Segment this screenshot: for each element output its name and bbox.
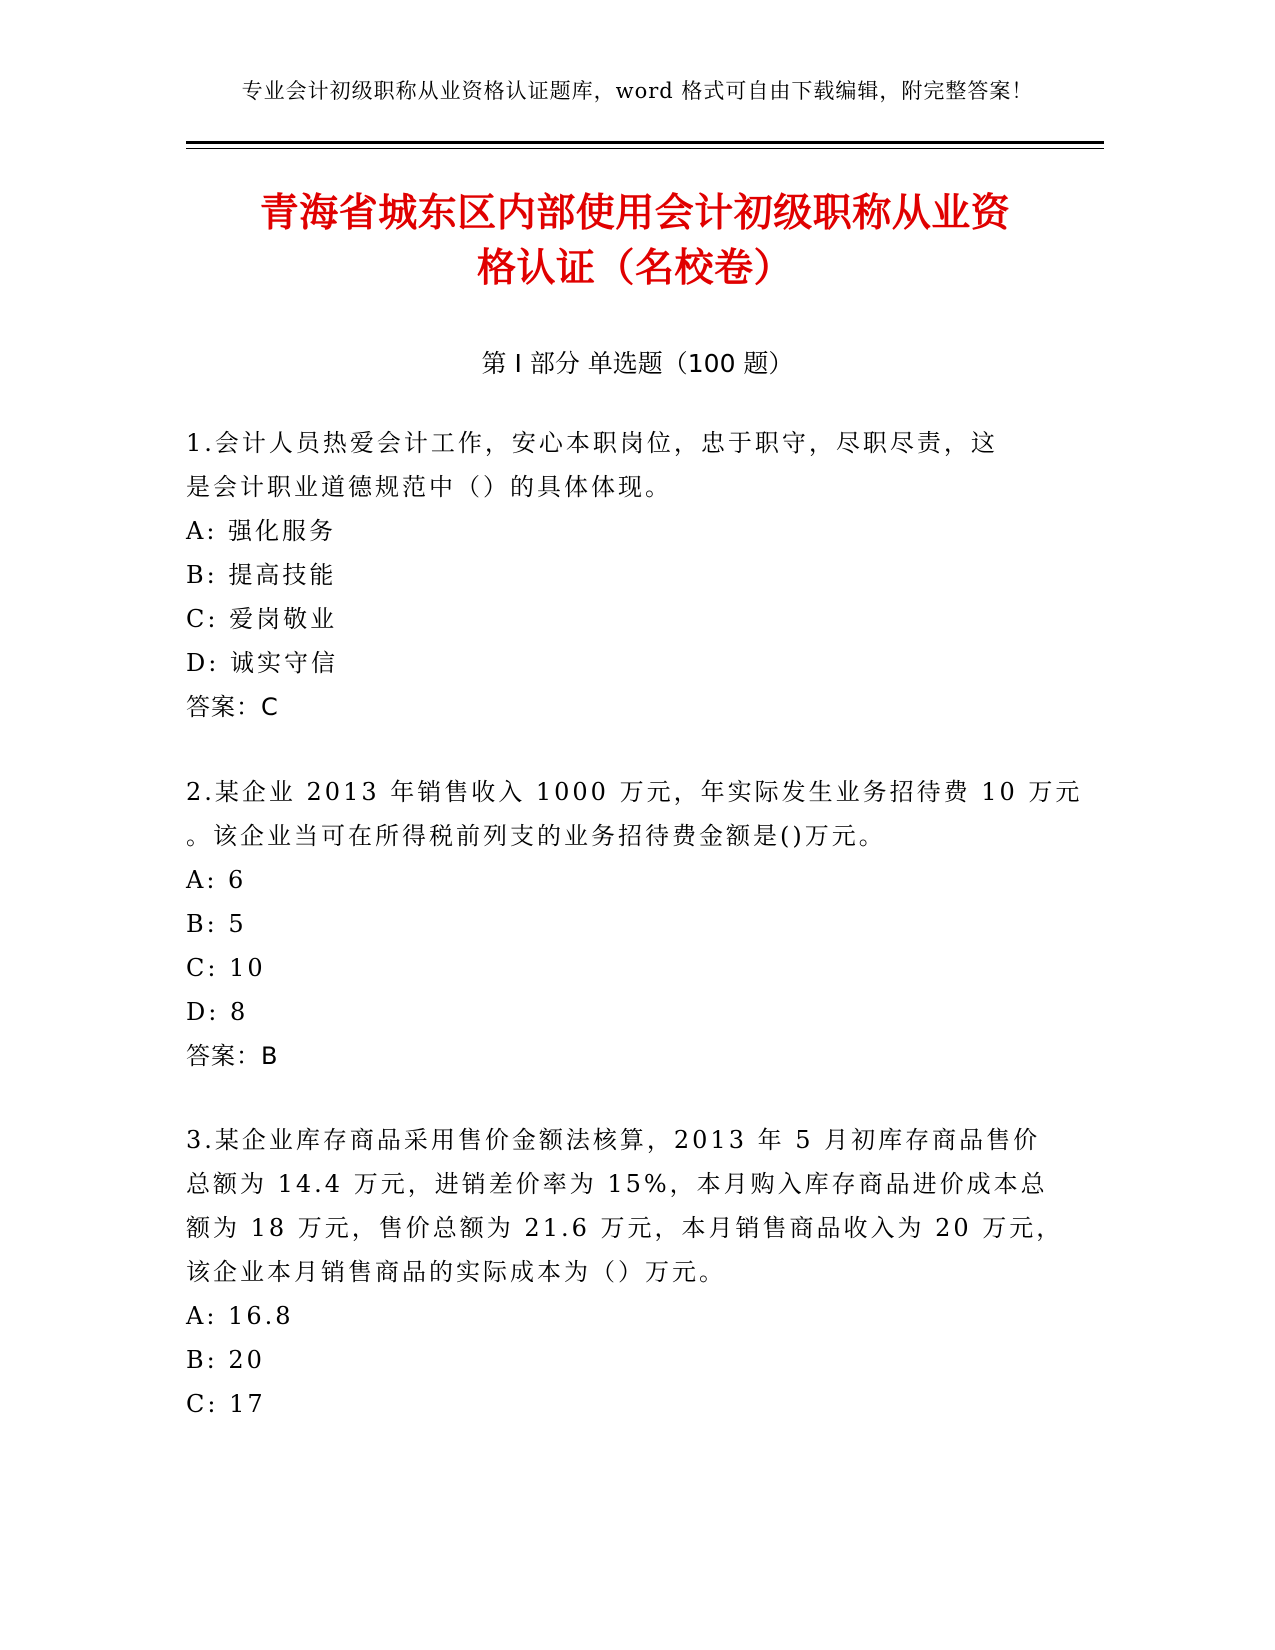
option-b: B: 提高技能 [186,561,337,589]
option-d: D: 8 [186,998,249,1026]
header-divider-thick [186,141,1104,144]
question-stem [186,421,1086,509]
question-1 [186,421,1086,729]
question-3 [186,1118,1086,1426]
question-2 [186,770,1086,1078]
option-a: A: 强化服务 [186,517,337,545]
answer: 答案：C [186,693,279,721]
document-title-line-1: 青海省城东区内部使用会计初级职称从业资 [259,191,1011,236]
option-c: C: 爱岗敬业 [186,605,338,633]
header-divider-thin [186,148,1104,149]
question-stem-line: 1.会计人员热爱会计工作，安心本职岗位，忠于职守，尽职尽责，这 [186,429,998,457]
document-title [190,186,1080,296]
question-stem-line: 是会计职业道德规范中（）的具体体现。 [186,473,672,501]
section-title: 第 I 部分 单选题（100 题） [481,349,794,378]
question-stem-line: 额为 18 万元，售价总额为 21.6 万元，本月销售商品收入为 20 万元， [186,1214,1064,1242]
question-stem-line: 3.某企业库存商品采用售价金额法核算，2013 年 5 月初库存商品售价 [186,1126,1041,1154]
question-stem [186,1118,1086,1294]
question-stem [186,770,1086,858]
option-a: A: 16.8 [186,1302,294,1330]
question-stem-line: 该企业本月销售商品的实际成本为（）万元。 [186,1258,726,1286]
answer: 答案：B [186,1042,279,1070]
option-c: C: 10 [186,954,266,982]
option-d: D: 诚实守信 [186,649,338,677]
question-stem-line: 。该企业当可在所得税前列支的业务招待费金额是()万元。 [186,822,886,850]
option-a: A: 6 [186,866,247,894]
question-stem-line: 2.某企业 2013 年销售收入 1000 万元，年实际发生业务招待费 10 万元 [186,778,1083,806]
option-b: B: 20 [186,1346,265,1374]
option-c: C: 17 [186,1390,266,1418]
page-header-text: 专业会计初级职称从业资格认证题库，word 格式可自由下载编辑，附完整答案！ [241,79,1034,103]
option-b: B: 5 [186,910,247,938]
question-stem-line: 总额为 14.4 万元，进销差价率为 15%，本月购入库存商品进价成本总 [186,1170,1048,1198]
document-title-line-2: 格认证（名校卷） [476,246,793,291]
